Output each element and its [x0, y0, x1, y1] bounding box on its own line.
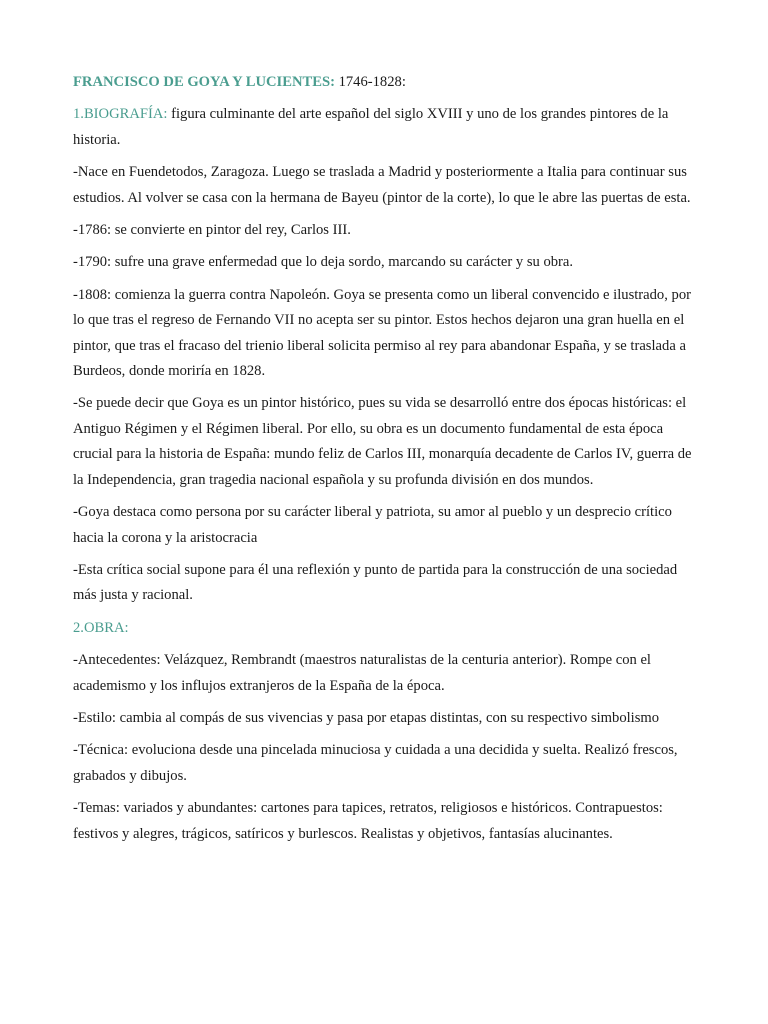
biografia-paragraph: -1808: comienza la guerra contra Napoleón. Goya se presenta como un liberal convencido e ilustrado, por lo que tras el regreso de Fernando VII no acepta ser su pintor. Estos hechos dejaron una gran huella en el pintor, que tras el fracaso del trienio liberal solicita permiso al rey para abandonar España, y se traslada a Burdeos, donde moriría en 1828.	[73, 286, 691, 380]
obra-heading: 2.OBRA:	[73, 619, 129, 636]
biografia-paragraph: -Goya destaca como persona por su carácter liberal y patriota, su amor al pueblo y un desprecio crítico hacia la corona y la aristocracia	[73, 504, 672, 546]
biografia-paragraph: -Se puede decir que Goya es un pintor histórico, pues su vida se desarrolló entre dos épocas históricas: el Antiguo Régimen y el Régimen liberal. Por ello, su obra es un documento fundamental de esta época crucial para la historia de España: mundo feliz de Carlos III, monarquía decadente de Carlos IV, guerra de la Independencia, gran tragedia nacional española y su profunda división en dos mundos.	[73, 395, 692, 488]
biografia-heading: 1.BIOGRAFÍA:	[73, 106, 168, 123]
biografia-paragraph: -1790: sufre una grave enfermedad que lo deja sordo, marcando su carácter y su obra.	[73, 254, 574, 271]
obra-paragraph: -Temas: variados y abundantes: cartones para tapices, retratos, religiosos e históricos. Contrapuestos: festivos y alegres, trágicos, satíricos y burlescos. Realistas y objetivos, fantasías alucinantes.	[73, 800, 663, 842]
biografia-paragraph: -Esta crítica social supone para él una reflexión y punto de partida para la construcción de una sociedad más justa y racional.	[73, 561, 678, 604]
obra-paragraph: -Antecedentes: Velázquez, Rembrandt (maestros naturalistas de la centuria anterior). Rompe con el academismo y los influjos extranjeros de la España de la época.	[73, 652, 651, 694]
biografia-paragraph: -Nace en Fuendetodos, Zaragoza. Luego se traslada a Madrid y posteriormente a Italia para continuar sus estudios. Al volver se casa con la hermana de Bayeu (pintor de la corte), lo que le abre las puertas de esta.	[73, 164, 691, 206]
title-name: FRANCISCO DE GOYA Y LUCIENTES:	[73, 74, 335, 90]
biografia-intro	[73, 102, 698, 153]
obra-paragraph: -Estilo: cambia al compás de sus vivencias y pasa por etapas distintas, con su respectivo simbolismo	[73, 709, 660, 726]
biografia-intro-text: figura culminante del arte español del siglo XVIII y uno de los grandes pintores de la historia.	[73, 106, 669, 148]
obra-paragraph: -Técnica: evoluciona desde una pincelada minuciosa y cuidada a una decidida y suelta. Realizó frescos, grabados y dibujos.	[73, 742, 678, 784]
document-title	[73, 70, 698, 95]
biografia-paragraph: -1786: se convierte en pintor del rey, Carlos III.	[73, 222, 351, 239]
title-dates: 1746-1828:	[334, 74, 406, 90]
